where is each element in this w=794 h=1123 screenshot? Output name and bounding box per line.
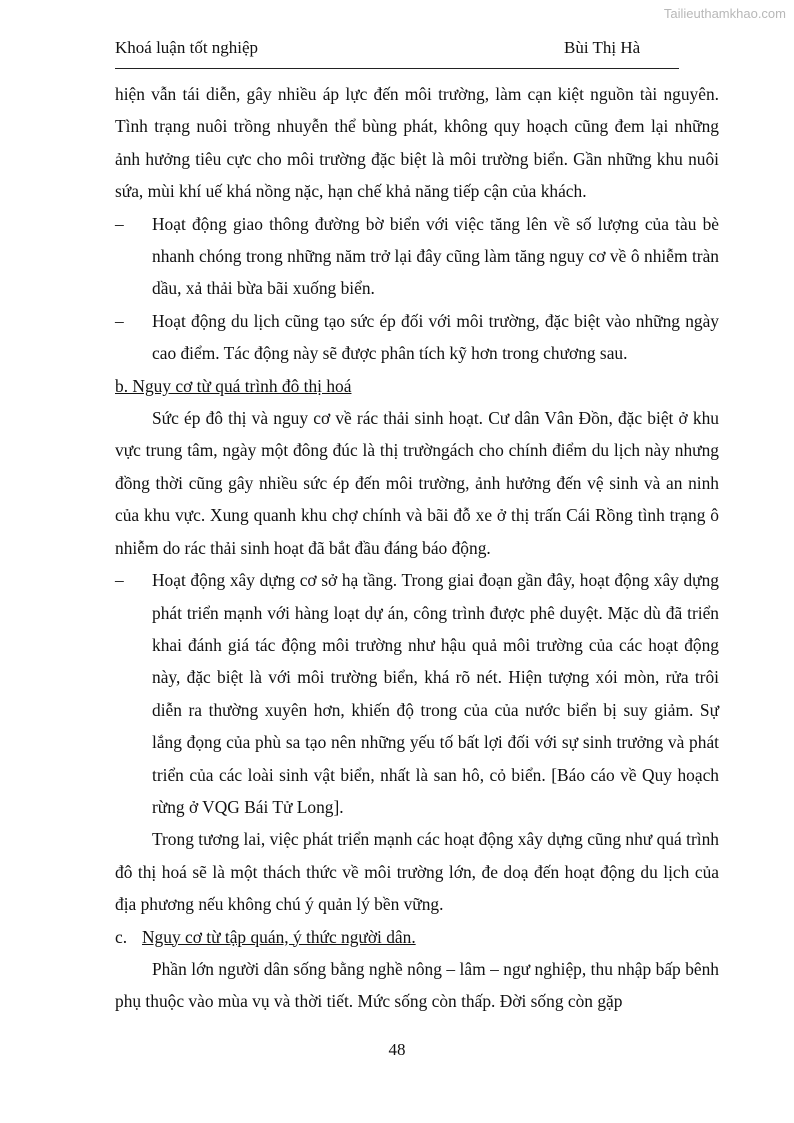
section-heading-c xyxy=(115,921,719,953)
watermark: Tailieuthamkhao.com xyxy=(663,6,786,21)
paragraph-3: Trong tương lai, việc phát triển mạnh các hoạt động xây dựng cũng như quá trình đô thị hoá sẽ là một thách thức về môi trường lớn, đe doạ đến hoạt động du lịch của địa phương nếu không chú ý quản lý bền vững. xyxy=(115,829,719,915)
bullet-text-2: Hoạt động du lịch cũng tạo sức ép đối với môi trường, đặc biệt vào những ngày cao điểm. Tác động này sẽ được phân tích kỹ hơn trong chương sau. xyxy=(152,310,719,364)
header-title: Khoá luận tốt nghiệp xyxy=(115,38,259,57)
bullet-item-1 xyxy=(115,208,719,305)
bullet-dash: – xyxy=(115,570,124,591)
bullet-text-1: Hoạt động giao thông đường bờ biển với việc tăng lên về số lượng của tàu bè nhanh chóng trong những năm trở lại đây cũng làm tăng nguy cơ về ô nhiễm tràn dầu, xả thải bừa bãi xuống biển. xyxy=(152,213,719,299)
page-number: 48 xyxy=(388,1040,406,1059)
paragraph-2: Sức ép đô thị và nguy cơ về rác thải sinh hoạt. Cư dân Vân Đồn, đặc biệt ở khu vực trung tâm, ngày một đông đúc là thị trườngách cho chính điểm du lịch này nhưng đồng thời cũng gây nhiều sức ép đến môi trường, ảnh hưởng đến vệ sinh và an ninh của khu vực. Xung quanh khu chợ chính và bãi đỗ xe ở thị trấn Cái Rồng tình trạng ô nhiễm do rác thải sinh hoạt đã bắt đầu đáng báo động. xyxy=(115,408,719,558)
paragraph-4: Phần lớn người dân sống bằng nghề nông – lâm – ngư nghiệp, thu nhập bấp bênh phụ thuộc vào mùa vụ và thời tiết. Mức sống còn thấp. Đời sống còn gặp xyxy=(115,958,719,1012)
paragraph-1: hiện vẫn tái diễn, gây nhiều áp lực đến môi trường, làm cạn kiệt nguồn tài nguyên. Tình trạng nuôi trồng nhuyễn thể bùng phát, không quy hoạch cũng đem lại những ảnh hưởng tiêu cực cho môi trường đặc biệt là môi trường biển. Gần những khu nuôi sứa, mùi khí uế khá nồng nặc, hạn chế khả năng tiếp cận của khách. xyxy=(115,84,719,202)
page-header xyxy=(115,38,679,69)
bullet-dash: – xyxy=(115,310,124,331)
bullet-item-3 xyxy=(115,564,719,823)
bullet-item-2 xyxy=(115,305,719,370)
heading-c-text: Nguy cơ từ tập quán, ý thức người dân. xyxy=(142,926,416,947)
heading-c-label: c. xyxy=(115,926,128,947)
section-heading-b: b. Nguy cơ từ quá trình đô thị hoá xyxy=(115,375,352,396)
header-author: Bùi Thị Hà xyxy=(564,38,641,57)
bullet-text-3: Hoạt động xây dựng cơ sở hạ tầng. Trong giai đoạn gần đây, hoạt động xây dựng phát triển mạnh với hàng loạt dự án, công trình được phê duyệt. Mặc dù đã triển khai đánh giá tác động môi trường như hậu quả môi trường của các hoạt động này, đặc biệt là với môi trường biển, khá rõ nét. Hiện tượng xói mòn, rửa trôi diễn ra thường xuyên hơn, khiến độ trong của của nước biển bị suy giảm. Sự lắng đọng của phù sa tạo nên những yếu tố bất lợi đối với sự sinh trưởng và phát triển của các loài sinh vật biển, nhất là san hô, cỏ biển. [Báo cáo về Quy hoạch rừng ở VQG Bái Tử Long]. xyxy=(152,570,719,817)
document-body xyxy=(115,78,719,1018)
bullet-dash: – xyxy=(115,213,124,234)
